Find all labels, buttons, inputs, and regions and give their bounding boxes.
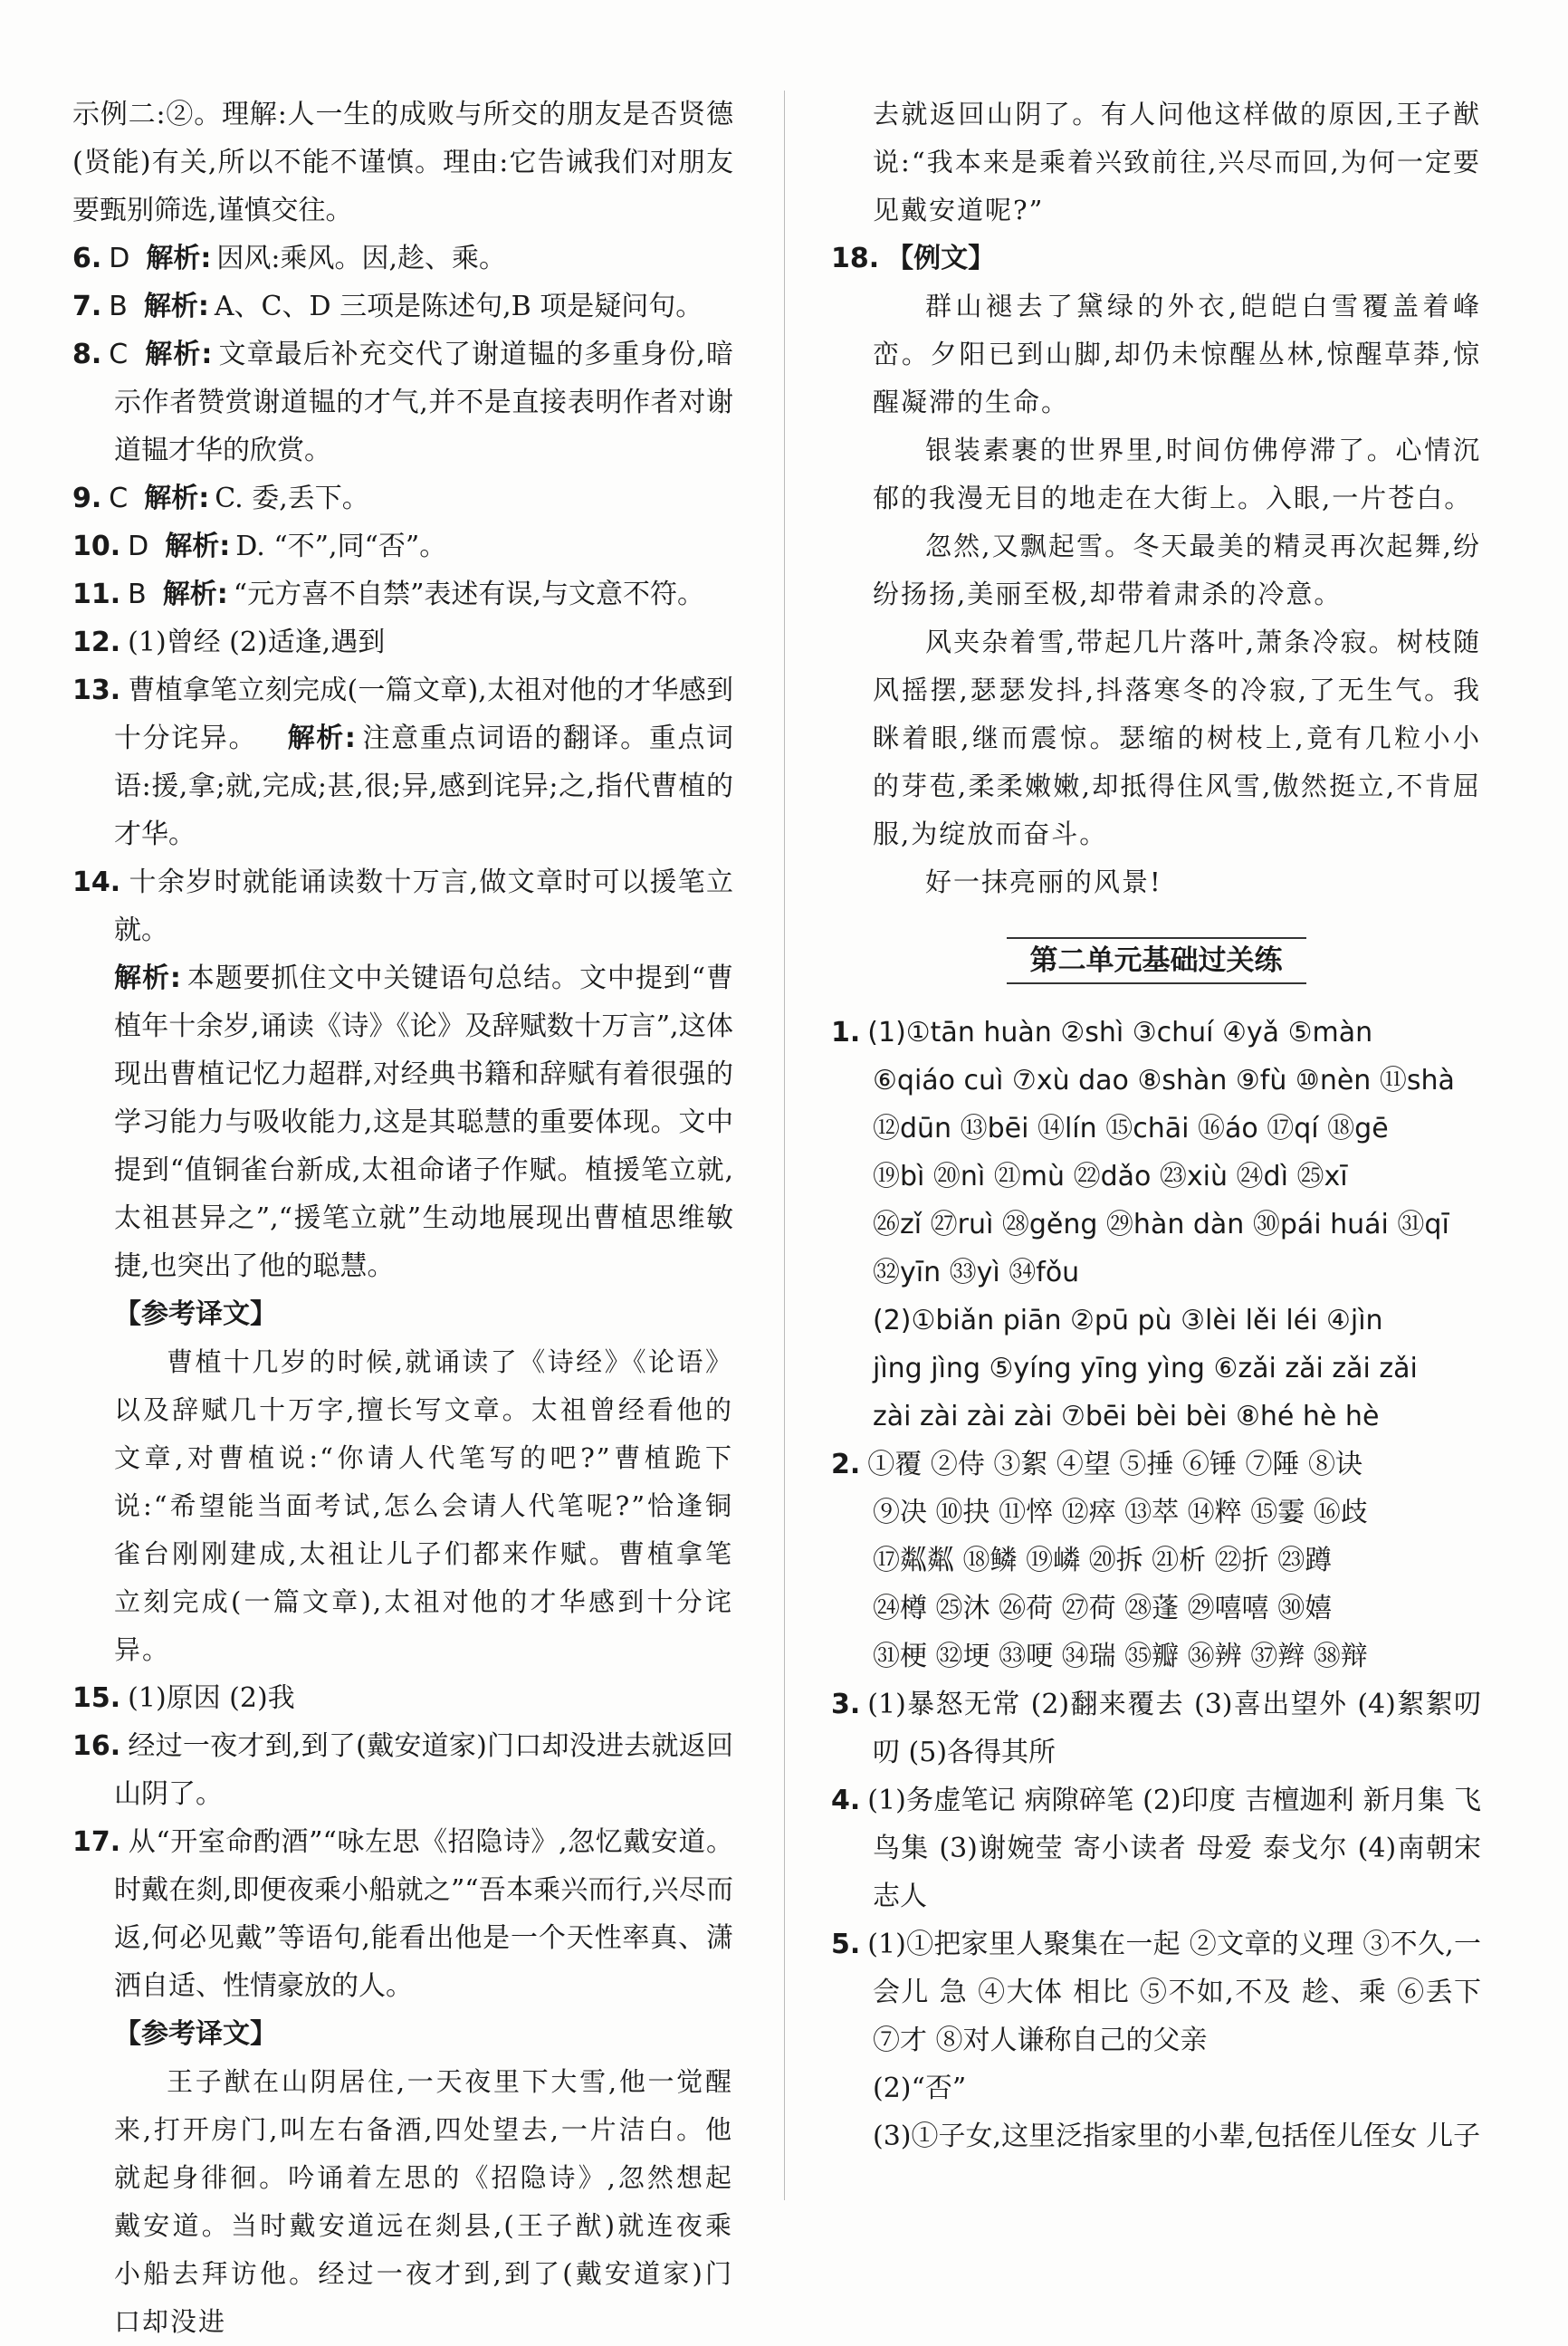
reference-translation-2: 王子猷在山阴居住,一天夜里下大雪,他一觉醒来,打开房门,叫左右备酒,四处望去,一片洁白。他就起身徘徊。吟诵着左思的《招隐诗》,忽然想起戴安道。当时戴安道远在剡县,(王子猷)就连夜乘小船去拜访他。经过一夜才到,到了(戴安道家)门口却没进: [114, 2066, 733, 2337]
exercise-line: (2)①biǎn piān ②pū pù ③lèi lěi léi ④jìn: [873, 1305, 1383, 1336]
answer-9: 9. C 解析: C. 委,丢下。: [72, 483, 369, 514]
exercise-line: ⑰粼粼 ⑱鳞 ⑲嶙 ⑳拆 ㉑析 ㉒折 ㉓蹲: [873, 1545, 1333, 1576]
exercise-1: [831, 1009, 1481, 1441]
exercise-2: [831, 1441, 1481, 1681]
essay-paragraph: 好一抹亮丽的风景!: [925, 867, 1162, 897]
exercise-line: 2. ①覆 ②侍 ③絮 ④望 ⑤捶 ⑥锤 ⑦陲 ⑧诀: [831, 1449, 1363, 1480]
answer-16: 16. 经过一夜才到,到了(戴安道家)门口却没进去就返回山阴了。: [72, 1730, 733, 1810]
answer-6: 6. D 解析: 因风:乘风。因,趁、乘。: [72, 243, 507, 274]
answer-18: 18. 【例文】: [831, 243, 996, 274]
exercise-5-part-3: (3)①子女,这里泛指家里的小辈,包括侄儿侄女 儿子: [873, 2121, 1481, 2152]
answer-8: 8. C 解析: 文章最后补充交代了谢道韫的多重身份,暗示作者赞赏谢道韫的才气,并不是直接表明作者对谢道韫才华的欣赏。: [72, 339, 733, 466]
answer-13: 13. 曹植拿笔立刻完成(一篇文章),太祖对他的才华感到十分诧异。 解析: 注意重点词语的翻译。重点词语:援,拿;就,完成;甚,很;异,感到诧异;之,指代曹植的才华。: [72, 675, 734, 850]
exercise-line: ⑨决 ⑩抉 ⑪悴 ⑫瘁 ⑬萃 ⑭粹 ⑮霎 ⑯歧: [873, 1497, 1368, 1528]
reference-translation-heading-1: 【参考译文】: [114, 1298, 277, 1330]
exercise-line: ⑫dūn ⑬bēi ⑭lín ⑮chāi ⑯áo ⑰qí ⑱gē: [873, 1113, 1389, 1144]
exercise-3: 3. (1)暴怒无常 (2)翻来覆去 (3)喜出望外 (4)絮絮叨叨 (5)各得其所: [831, 1689, 1481, 1768]
exercise-line: ㉛梗 ㉜埂 ㉝哽 ㉞瑞 ㉟瓣 ㊱辨 ㊲辫 ㊳辩: [873, 1641, 1368, 1672]
column-divider: [784, 91, 785, 2200]
answer-14-explanation: 解析: 本题要抓住文中关键语句总结。文中提到“曹植年十余岁,诵读《诗》《论》及辞赋数十万言”,这体现出曹植记忆力超群,对经典书籍和辞赋有着很强的学习能力与吸收能力,这是其聪慧的重要体现。文中提到“值铜雀台新成,太祖命诸子作赋。植援笔立就,太祖甚异之”,“援笔立就”生动地展现出曹植思维敏捷,也突出了他的聪慧。: [114, 962, 733, 1282]
exercise-line: ㉖zǐ ㉗ruì ㉘gěng ㉙hàn dàn ㉚pái huái ㉛qī: [873, 1209, 1449, 1240]
exercise-line: ⑥qiáo cuì ⑦xù dao ⑧shàn ⑨fù ⑩nèn ⑪shà: [873, 1065, 1455, 1096]
exercise-line: ㉔樽 ㉕沐 ㉖荷 ㉗荷 ㉘蓬 ㉙嘻嘻 ㉚嬉: [873, 1593, 1333, 1624]
exercise-4: 4. (1)务虚笔记 病隙碎笔 (2)印度 吉檀迦利 新月集 飞鸟集 (3)谢婉莹 寄小读者 母爱 泰戈尔 (4)南朝宋 志人: [831, 1785, 1481, 1912]
essay-paragraph: 风夹杂着雪,带起几片落叶,萧条冷寂。树枝随风摇摆,瑟瑟发抖,抖落寒冬的冷寂,了无生气。我眯着眼,继而震惊。瑟缩的树枝上,竟有几粒小小的芽苞,柔柔嫩嫩,却抵得住风雪,傲然挺立,不肯屈服,为绽放而奋斗。: [873, 627, 1481, 849]
reference-translation-2-continued: 去就返回山阴了。有人问他这样做的原因,王子猷说:“我本来是乘着兴致前往,兴尽而回,为何一定要见戴安道呢?”: [873, 99, 1481, 225]
exercise-line: zài zài zài zài ⑦bēi bèi bèi ⑧hé hè hè: [873, 1401, 1380, 1432]
answer-10: 10. D 解析: D. “不”,同“否”。: [72, 531, 447, 562]
section-title: 第二单元基础过关练: [1007, 937, 1306, 984]
answer-14: 14. 十余岁时就能诵读数十万言,做文章时可以援笔立就。: [72, 867, 733, 946]
exercise-line: ㉜yīn ㉝yì ㉞fǒu: [873, 1257, 1080, 1288]
answer-12: 12. (1)曾经 (2)适逢,遇到: [72, 627, 386, 658]
answer-11: 11. B 解析: “元方喜不自禁”表述有误,与文意不符。: [72, 579, 704, 610]
left-column: [72, 91, 733, 2346]
exercise-5-part-2: (2)“否”: [873, 2073, 967, 2104]
essay-paragraph: 群山褪去了黛绿的外衣,皑皑白雪覆盖着峰峦。夕阳已到山脚,却仍未惊醒丛林,惊醒草莽,惊醒凝滞的生命。: [873, 291, 1481, 417]
reference-translation-heading-2: 【参考译文】: [114, 2018, 277, 2050]
section-header: [831, 937, 1481, 985]
example-two: 示例二:②。理解:人一生的成败与所交的朋友是否贤德(贤能)有关,所以不能不谨慎。理由:它告诫我们对朋友要甄别筛选,谨慎交往。: [72, 99, 733, 226]
exercise-line: jìng jìng ⑤yíng yīng yìng ⑥zǎi zǎi zǎi zǎi: [873, 1353, 1418, 1384]
reference-translation-1: 曹植十几岁的时候,就诵读了《诗经》《论语》以及辞赋几十万字,擅长写文章。太祖曾经看他的文章,对曹植说:“你请人代笔写的吧?”曹植跪下说:“希望能当面考试,怎么会请人代笔呢?”恰逢铜雀台刚刚建成,太祖让儿子们都来作赋。曹植拿笔立刻完成(一篇文章),太祖对他的才华感到十分诧异。: [114, 1346, 733, 1665]
answer-17: 17. 从“开室命酌酒”“咏左思《招隐诗》,忽忆戴安道。时戴在剡,即便夜乘小船就之”“吾本乘兴而行,兴尽而返,何必见戴”等语句,能看出他是一个天性率真、潇洒自适、性情豪放的人。: [72, 1826, 733, 2002]
exercise-line: ⑲bì ⑳nì ㉑mù ㉒dǎo ㉓xiù ㉔dì ㉕xī: [873, 1161, 1348, 1192]
exercise-5: 5. (1)①把家里人聚集在一起 ②文章的义理 ③不久,一会儿 急 ④大体 相比 ⑤不如,不及 趁、乘 ⑥丢下 ⑦才 ⑧对人谦称自己的父亲: [831, 1929, 1481, 2056]
answer-15: 15. (1)原因 (2)我: [72, 1682, 295, 1714]
answer-7: 7. B 解析: A、C、D 三项是陈述句,B 项是疑问句。: [72, 291, 703, 322]
right-column: [831, 91, 1481, 2160]
essay-paragraph: 忽然,又飘起雪。冬天最美的精灵再次起舞,纷纷扬扬,美丽至极,却带着肃杀的冷意。: [873, 531, 1481, 609]
exercise-line: 1. (1)①tān huàn ②shì ③chuí ④yǎ ⑤màn: [831, 1017, 1373, 1049]
essay-paragraph: 银装素裹的世界里,时间仿佛停滞了。心情沉郁的我漫无目的地走在大街上。入眼,一片苍白。: [873, 435, 1481, 513]
